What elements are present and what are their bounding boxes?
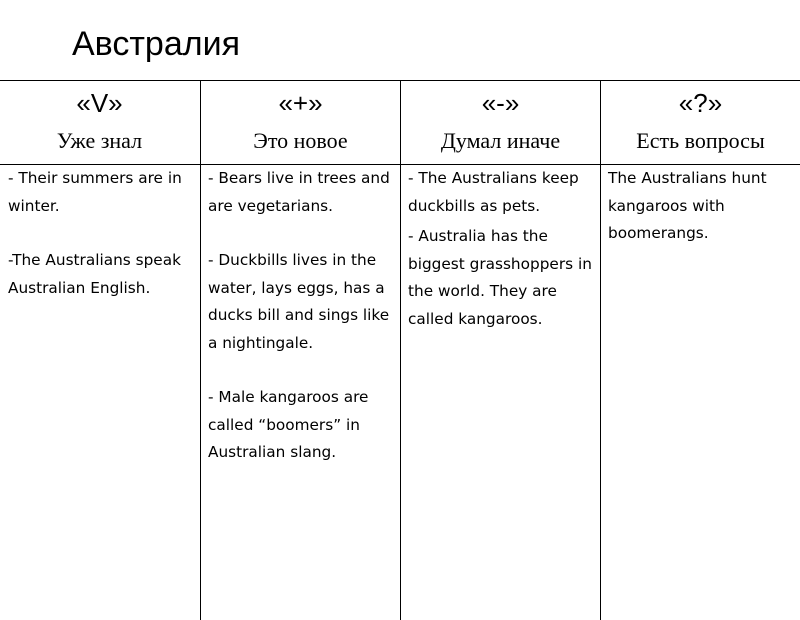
kwl-table (0, 80, 800, 620)
body-cell-questions (608, 165, 794, 248)
header-symbol: «-» (481, 88, 520, 118)
header-symbol: «+» (278, 88, 323, 118)
header-symbol: «?» (678, 88, 723, 118)
header-label: Это новое (253, 128, 348, 153)
cell-statement: - Male kangaroos are called “boomers” in Australian slang. (208, 388, 369, 461)
header-label: Думал иначе (440, 128, 561, 153)
cell-statement: The Australians hunt kangaroos with boomerangs. (608, 169, 767, 242)
body-cell-already-knew (8, 165, 194, 302)
header-cell-thought-otherwise (401, 80, 600, 164)
header-label: Уже знал (56, 128, 143, 153)
cell-statement: - Their summers are in winter. (8, 169, 182, 215)
header-symbol: «V» (76, 88, 123, 118)
cell-statement: - Australia has the biggest grasshoppers in the world. They are called kangaroos. (408, 227, 592, 328)
cell-statement: - Bears live in trees and are vegetarians. (208, 169, 390, 215)
header-cell-new (201, 80, 400, 164)
header-label: Есть вопросы (636, 128, 765, 153)
body-cell-new (208, 165, 394, 467)
header-cell-questions (601, 80, 800, 164)
header-cell-already-knew (0, 80, 199, 164)
cell-statement: - Duckbills lives in the water, lays eggs, has a ducks bill and sings like a nightingale. (208, 251, 390, 352)
body-cell-thought-otherwise (408, 165, 594, 333)
slide-title: Австралия (72, 25, 240, 63)
cell-statement: - The Australians keep duckbills as pets. (408, 169, 579, 215)
cell-statement: -The Australians speak Australian English. (8, 251, 181, 297)
